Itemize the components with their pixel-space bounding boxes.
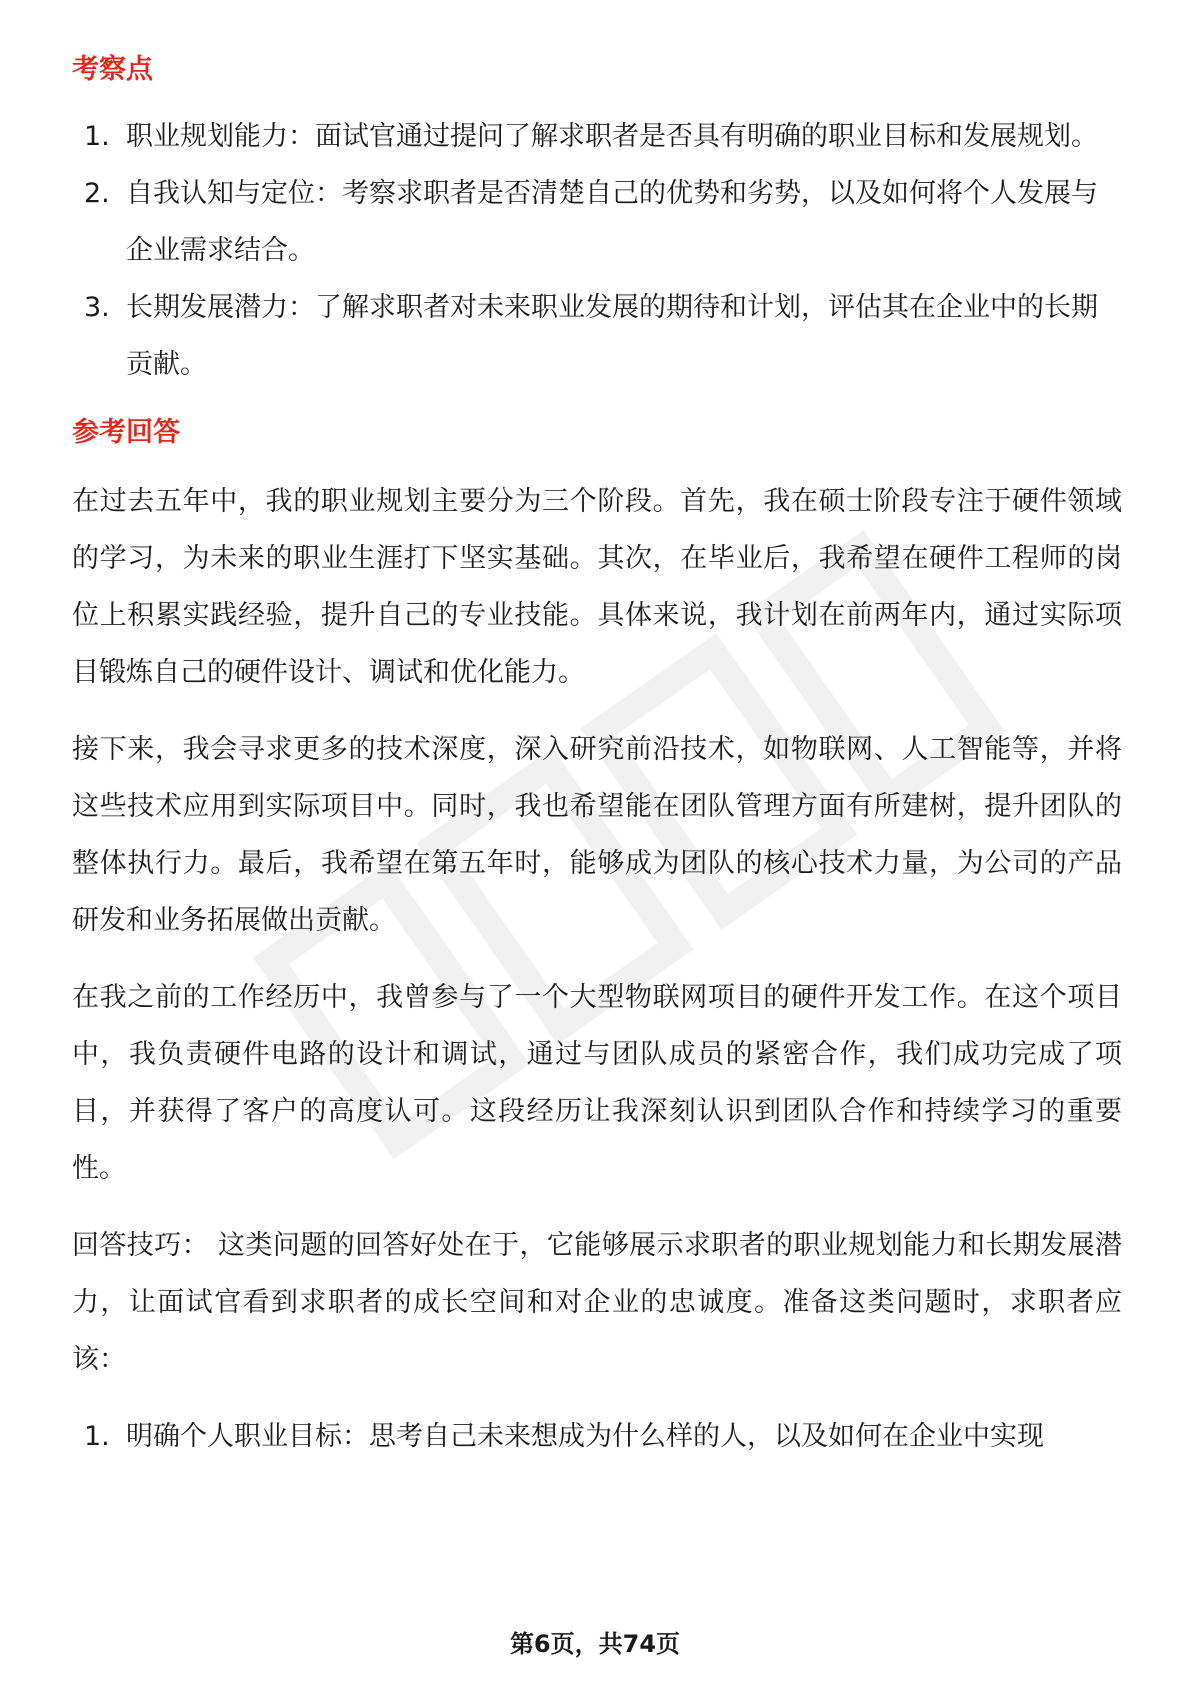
- list-text: 长期发展潜力：了解求职者对未来职业发展的期待和计划，评估其在企业中的长期贡献。: [126, 292, 1098, 380]
- list-item: [72, 279, 1122, 393]
- tips-list: [72, 1408, 1122, 1465]
- page-footer: 第6页，共74页: [509, 1630, 681, 1658]
- list-number: 2.: [84, 178, 110, 209]
- list-text: 自我认知与定位：考察求职者是否清楚自己的优势和劣势，以及如何将个人发展与企业需求结合。: [126, 178, 1098, 266]
- section-title-answer: 参考回答: [72, 417, 180, 448]
- list-text: 职业规划能力：面试官通过提问了解求职者是否具有明确的职业目标和发展规划。: [126, 121, 1098, 152]
- list-item: [72, 1408, 1122, 1465]
- answer-paragraph: 接下来，我会寻求更多的技术深度，深入研究前沿技术，如物联网、人工智能等，并将这些技术应用到实际项目中。同时，我也希望能在团队管理方面有所建树，提升团队的整体执行力。最后，我希望在第五年时，能够成为团队的核心技术力量，为公司的产品研发和业务拓展做出贡献。: [72, 734, 1122, 936]
- list-number: 1.: [84, 1421, 110, 1452]
- section-title-points: 考察点: [72, 54, 153, 85]
- list-number: 3.: [84, 292, 110, 323]
- list-text: 明确个人职业目标：思考自己未来想成为什么样的人，以及如何在企业中实现: [126, 1421, 1044, 1452]
- list-item: [72, 108, 1122, 165]
- document-content: [72, 40, 1122, 1475]
- points-list: [72, 108, 1122, 393]
- answer-paragraph: 在过去五年中，我的职业规划主要分为三个阶段。首先，我在硕士阶段专注于硬件领域的学习，为未来的职业生涯打下坚实基础。其次，在毕业后，我希望在硬件工程师的岗位上积累实践经验，提升自己的专业技能。具体来说，我计划在前两年内，通过实际项目锻炼自己的硬件设计、调试和优化能力。: [72, 486, 1122, 688]
- answer-paragraph: 在我之前的工作经历中，我曾参与了一个大型物联网项目的硬件开发工作。在这个项目中，我负责硬件电路的设计和调试，通过与团队成员的紧密合作，我们成功完成了项目，并获得了客户的高度认可。这段经历让我深刻认识到团队合作和持续学习的重要性。: [72, 982, 1122, 1184]
- tips-paragraph: 回答技巧： 这类问题的回答好处在于，它能够展示求职者的职业规划能力和长期发展潜力，让面试官看到求职者的成长空间和对企业的忠诚度。准备这类问题时，求职者应该：: [72, 1230, 1122, 1375]
- list-number: 1.: [84, 121, 110, 152]
- list-item: [72, 165, 1122, 279]
